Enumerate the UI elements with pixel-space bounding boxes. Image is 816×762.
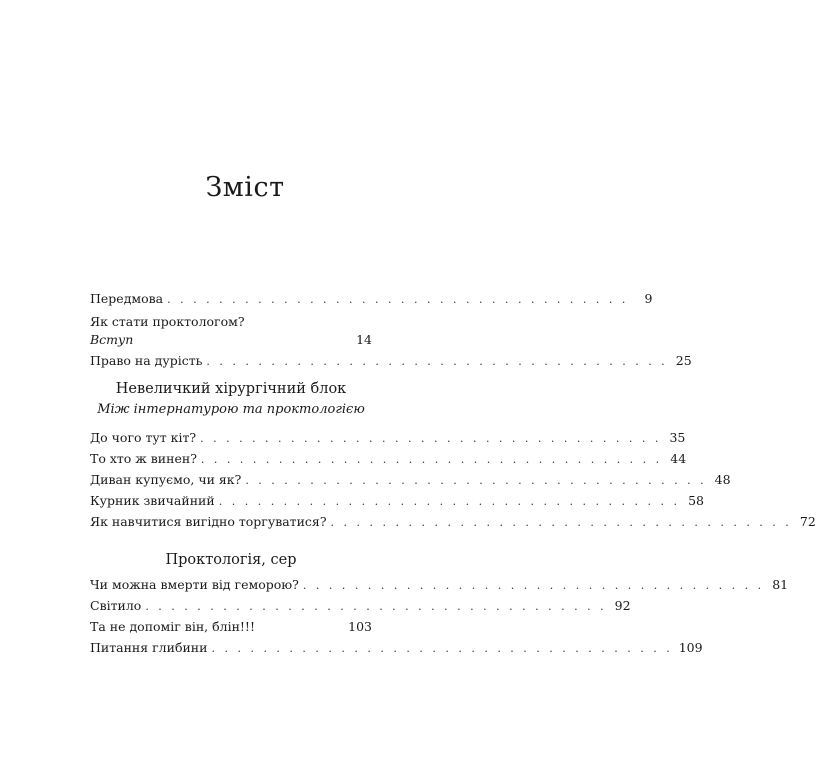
dot-leader: . . . . . . . . . . . . . . . . . . . . . . . . . . . . . . . . . . . . [200,453,663,466]
toc-entry-label: Право на дурість [90,353,203,368]
toc-entry-label: Як навчитися вигідно торгуватися? [90,514,327,529]
dot-leader: . . . . . . . . . . . . . . . . . . . . . . . . . . . . . . . . . . . . [330,516,792,529]
section-title: Проктологія, сер [165,552,297,568]
toc-entry[interactable] [90,472,731,493]
toc-entry-label: Чи можна вмерти від геморою? [90,577,299,592]
toc-entry[interactable] [90,430,686,451]
toc-entry-page: 103 [348,619,372,634]
toc-entry-page: 92 [614,598,631,613]
dot-leader: . . . . . . . . . . . . . . . . . . . . . . . . . . . . . . . . . . . . [145,600,607,613]
toc-entry-page: 14 [356,332,372,347]
toc-entry[interactable] [90,514,816,535]
dot-leader [137,334,348,347]
section-subtitle: Між інтернатурою та проктологією [97,402,365,417]
toc-entry-label: Курник звичайний [90,493,215,508]
toc-entry-label: Диван купуємо, чи як? [90,472,242,487]
section-title: Невеличкий хірургічний блок [115,381,347,397]
toc-entry-page: 72 [799,514,816,529]
page-title: Зміст [205,172,285,203]
dot-leader: . . . . . . . . . . . . . . . . . . . . . . . . . . . . . . . . . . . . [211,642,673,655]
toc-entry-page: 35 [669,430,686,445]
toc-entry-page: 48 [714,472,731,487]
toc-section-1 [90,430,816,535]
dot-leader [259,621,342,634]
toc-entry-label: До чого тут кіт? [90,430,197,445]
toc-entry-page: 58 [688,493,704,508]
dot-leader: . . . . . . . . . . . . . . . . . . . . . . . . . . . . . . . . . . . . [167,293,629,306]
toc-entry[interactable] [90,598,631,619]
toc-entry-label: Та не допоміг він, блін!!! [90,619,255,634]
toc-entry-page: 25 [675,353,692,368]
toc-entry[interactable] [90,577,789,598]
toc-entry[interactable] [90,493,704,514]
dot-leader: . . . . . . . . . . . . . . . . . . . . . . . . . . . . . . . . . . . . [245,474,707,487]
toc-entry[interactable] [90,353,692,374]
toc-entry-page: 44 [670,451,687,466]
toc-entry-label: То хто ж винен? [90,451,197,466]
toc-entry-page: 81 [772,577,789,592]
dot-leader: . . . . . . . . . . . . . . . . . . . . . . . . . . . . . . . . . . . . [218,495,680,508]
toc-entry[interactable] [90,451,687,472]
toc-section-2 [90,577,789,661]
toc-entry-label: Світило [90,598,142,613]
dot-leader: . . . . . . . . . . . . . . . . . . . . . . . . . . . . . . . . . . . . [302,579,765,592]
toc-front [90,291,692,374]
toc-entry-label: Вступ [90,332,134,347]
dot-leader: . . . . . . . . . . . . . . . . . . . . . . . . . . . . . . . . . . . . [200,432,662,445]
toc-entry[interactable] [90,291,653,312]
toc-entry-label: Питання глибини [90,640,208,655]
toc-entry[interactable] [90,640,703,661]
toc-entry-page: 109 [678,640,703,655]
dot-leader: . . . . . . . . . . . . . . . . . . . . . . . . . . . . . . . . . . . . [206,355,668,368]
toc-entry-label[interactable]: Як стати проктологом? [90,314,245,329]
toc-entry[interactable] [90,619,372,640]
toc-entry-label: Передмова [90,291,164,306]
toc-entry-page: 9 [644,291,653,306]
toc-entry[interactable] [90,332,372,353]
